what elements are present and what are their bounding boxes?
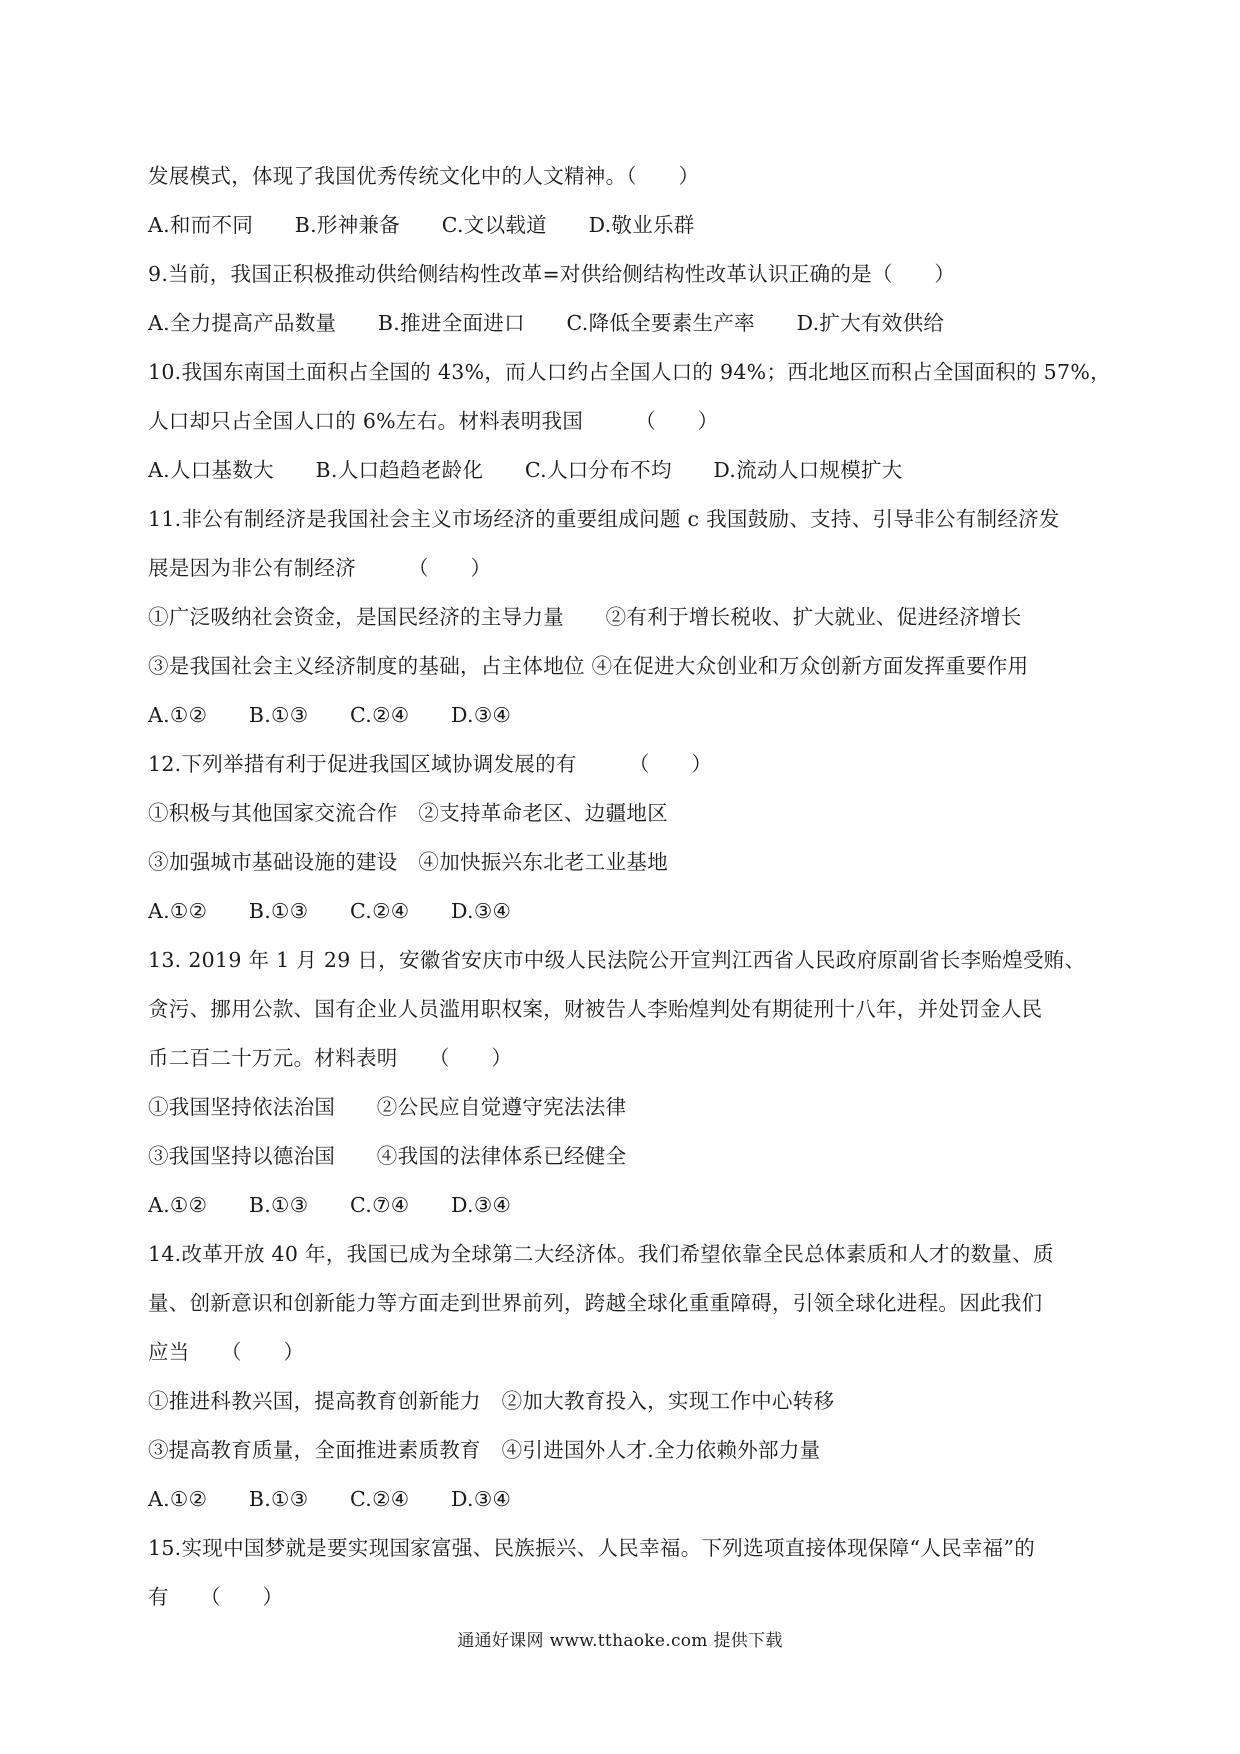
page-footer: 通通好课网 www.tthaoke.com 提供下载	[457, 1631, 783, 1651]
q14-stem-line-1: 14.改革开放 40 年，我国已成为全球第二大经济体。我们希望依靠全民总体素质和人才的数量、质	[148, 1242, 1054, 1266]
document-body	[148, 152, 1111, 1622]
q14-stem-line-3: 应当 （ ）	[148, 1340, 305, 1364]
q13-statements-2: ③我国坚持以德治国 ④我国的法律体系已经健全	[148, 1144, 627, 1168]
q13-stem-line-2: 贪污、挪用公款、国有企业人员滥用职权案，财被告人李贻煌判处有期徒刑十八年，并处罚金人民	[148, 997, 1043, 1021]
q14-statements-1: ①推进科教兴国，提高教育创新能力 ②加大教育投入，实现工作中心转移	[148, 1389, 835, 1413]
q13-stem-line-1: 13. 2019 年 1 月 29 日，安徽省安庆市中级人民法院公开宣判江西省人民政府原副省长李贻煌受贿、	[148, 948, 1086, 972]
q10-stem-line-2: 人口却只占全国人口的 6%左右。材料表明我国 （ ）	[148, 409, 719, 433]
q11-options: A.①② B.①③ C.②④ D.③④	[148, 703, 512, 727]
q13-options: A.①② B.①③ C.⑦④ D.③④	[148, 1193, 512, 1217]
q10-options: A.人口基数大 B.人口趋趋老龄化 C.人口分布不均 D.流动人口规模扩大	[148, 458, 903, 482]
q11-stem-line-2: 展是因为非公有制经济 （ ）	[148, 556, 492, 580]
q12-statements-1: ①积极与其他国家交流合作 ②支持革命老区、边疆地区	[148, 801, 668, 825]
q14-options: A.①② B.①③ C.②④ D.③④	[148, 1487, 512, 1511]
q14-statements-2: ③提高教育质量，全面推进素质教育 ④引进国外人才.全力依赖外部力量	[148, 1438, 821, 1462]
q12-options: A.①② B.①③ C.②④ D.③④	[148, 899, 512, 923]
q12-stem: 12.下列举措有利于促进我国区域协调发展的有 （ ）	[148, 752, 713, 776]
q8-stem-tail: 发展模式，体现了我国优秀传统文化中的人文精神。（ ）	[148, 164, 700, 188]
q15-stem-line-1: 15.实现中国梦就是要实现国家富强、民族振兴、人民幸福。下列选项直接体现保障“人民幸福”的	[148, 1536, 1036, 1560]
q15-stem-line-2: 有 （ ）	[148, 1585, 284, 1609]
q10-stem-line-1: 10.我国东南国土面积占全国的 43%，而人口约占全国人口的 94%；西北地区而积占全国面积的 57%，	[148, 360, 1111, 384]
q11-statements-2: ③是我国社会主义经济制度的基础，占主体地位 ④在促进大众创业和万众创新方面发挥重要作用	[148, 654, 1029, 678]
q14-stem-line-2: 量、创新意识和创新能力等方面走到世界前列，跨越全球化重重障碍，引领全球化进程。因此我们	[148, 1291, 1043, 1315]
q13-statements-1: ①我国坚持依法治国 ②公民应自觉遵守宪法法律	[148, 1095, 627, 1119]
q11-stem-line-1: 11.非公有制经济是我国社会主义市场经济的重要组成问题 c 我国鼓励、支持、引导非公有制经济发	[148, 507, 1060, 531]
q9-options: A.全力提高产品数量 B.推进全面进口 C.降低全要素生产率 D.扩大有效供给	[148, 311, 945, 335]
q12-statements-2: ③加强城市基础设施的建设 ④加快振兴东北老工业基地	[148, 850, 668, 874]
q13-stem-line-3: 币二百二十万元。材料表明 （ ）	[148, 1046, 513, 1070]
q11-statements-1: ①广泛吸纳社会资金，是国民经济的主导力量 ②有利于增长税收、扩大就业、促进经济增长	[148, 605, 1022, 629]
q9-stem: 9.当前，我国正积极推动供给侧结构性改革=对供给侧结构性改革认识正确的是（ ）	[148, 262, 956, 286]
q8-options: A.和而不同 B.形神兼备 C.文以载道 D.敬业乐群	[148, 213, 695, 237]
